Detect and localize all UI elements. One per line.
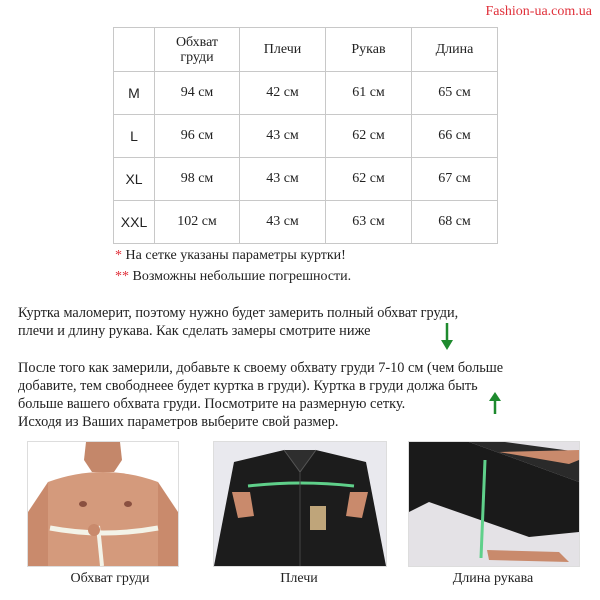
- table-row: [114, 72, 498, 115]
- chest-cell: 98 см: [155, 158, 240, 201]
- table-row: [114, 201, 498, 244]
- note-text: На сетке указаны параметры куртки!: [122, 248, 346, 263]
- note-parameters: [115, 248, 346, 264]
- sleeve-caption: Длина рукава: [452, 571, 534, 586]
- length-cell: 67 см: [412, 158, 498, 201]
- table-header-chest: [155, 28, 240, 72]
- table-header-sleeve: Рукав: [326, 28, 412, 72]
- paragraph-line: Исходя из Ваших параметров выберите свой размер.: [18, 414, 339, 430]
- length-cell: 66 см: [412, 115, 498, 158]
- chest-cell: 96 см: [155, 115, 240, 158]
- paragraph-line: плечи и длину рукава. Как сделать замеры смотрите ниже: [18, 323, 371, 339]
- sleeve-cell: 62 см: [326, 115, 412, 158]
- length-cell: 68 см: [412, 201, 498, 244]
- chest-cell: 102 см: [155, 201, 240, 244]
- shoulders-cell: 43 см: [240, 158, 326, 201]
- arrow-up-icon: [488, 392, 502, 414]
- site-watermark: Fashion-ua.com.ua: [485, 4, 592, 19]
- size-cell: M: [114, 72, 155, 115]
- size-cell: XL: [114, 158, 155, 201]
- arrow-down-icon: [440, 323, 454, 351]
- note-text: Возможны небольшие погрешности.: [129, 269, 352, 284]
- shoulders-measurement-photo: [213, 441, 387, 567]
- paragraph-line: Куртка маломерит, поэтому нужно будет замерить полный обхват груди,: [18, 305, 459, 321]
- chest-cell: 94 см: [155, 72, 240, 115]
- shoulders-cell: 43 см: [240, 115, 326, 158]
- table-header-chest-label: Обхват груди: [175, 34, 219, 65]
- sleeve-cell: 63 см: [326, 201, 412, 244]
- note-star: *: [115, 248, 122, 263]
- sleeve-cell: 62 см: [326, 158, 412, 201]
- length-cell: 65 см: [412, 72, 498, 115]
- size-cell: L: [114, 115, 155, 158]
- shoulders-cell: 42 см: [240, 72, 326, 115]
- shoulders-cell: 43 см: [240, 201, 326, 244]
- table-header-length: Длина: [412, 28, 498, 72]
- table-row: [114, 158, 498, 201]
- sleeve-measurement-photo: [408, 441, 580, 567]
- note-errors: [115, 269, 351, 285]
- table-header-empty: [114, 28, 155, 72]
- note-star: **: [115, 269, 129, 284]
- chest-measurement-photo: [27, 441, 179, 567]
- paragraph-line: больше вашего обхвата груди. Посмотрите на размерную сетку.: [18, 396, 406, 412]
- table-header-shoulders: Плечи: [240, 28, 326, 72]
- chest-caption: Обхват груди: [70, 571, 150, 586]
- paragraph-line: После того как замерили, добавьте к своему обхвату груди 7-10 см (чем больше: [18, 360, 504, 376]
- sleeve-cell: 61 см: [326, 72, 412, 115]
- table-header-row: [114, 28, 498, 72]
- shoulders-caption: Плечи: [280, 571, 318, 586]
- size-table: [113, 27, 498, 244]
- table-row: [114, 115, 498, 158]
- paragraph-line: добавите, тем свободнеее будет куртка в груди). Куртка в груди должа быть: [18, 378, 478, 394]
- size-cell: XXL: [114, 201, 155, 244]
